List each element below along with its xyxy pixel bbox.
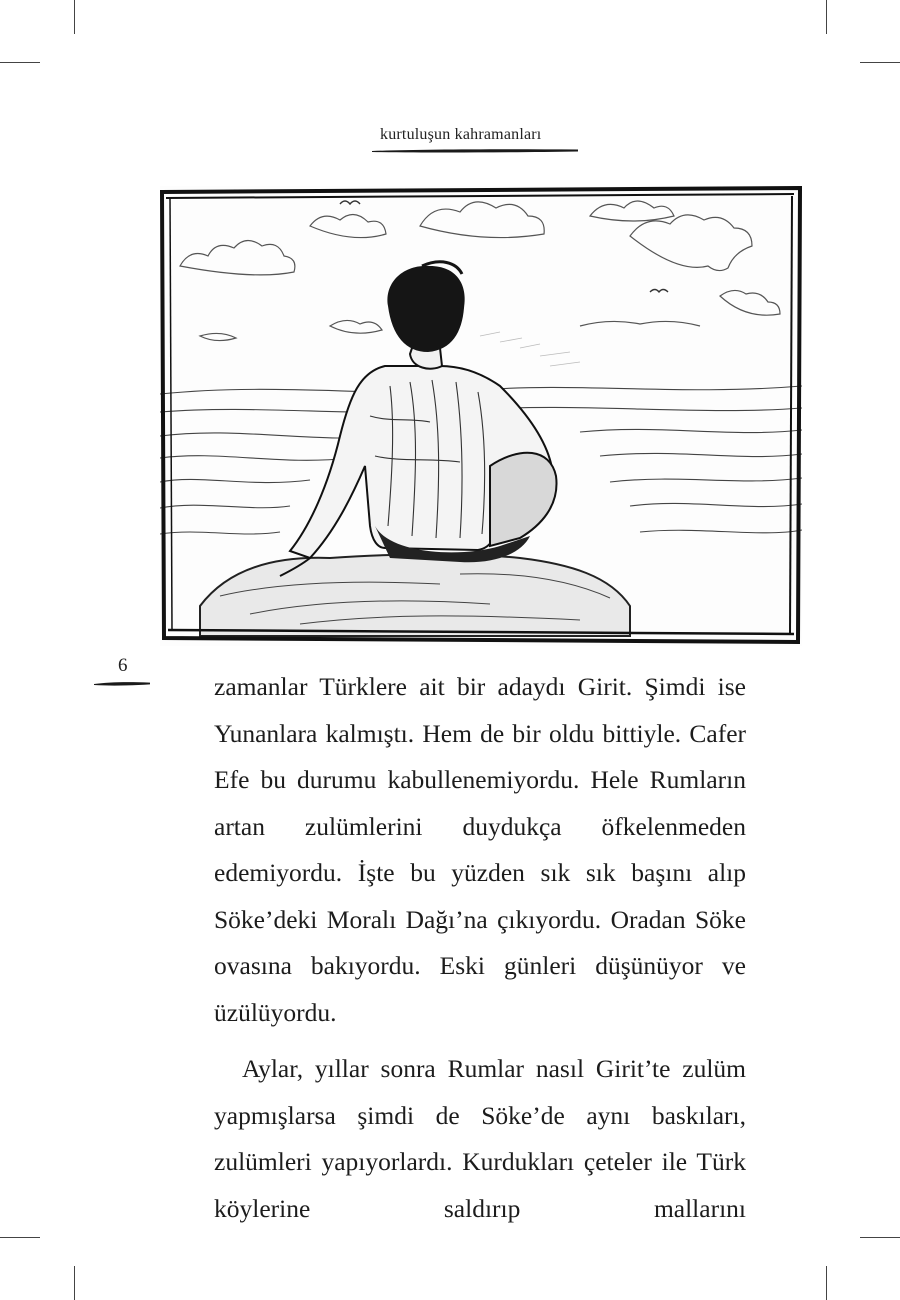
crop-mark [0,62,40,63]
running-head: kurtuluşun kahramanları [380,126,542,143]
brush-rule [94,679,150,689]
crop-mark [74,1266,75,1300]
illustration-man-on-rock [160,186,802,646]
page-number: 6 [118,655,128,676]
brush-rule [372,146,578,156]
body-text [214,664,746,1232]
crop-mark [0,1237,40,1238]
crop-mark [74,0,75,34]
paragraph: zamanlar Türklere ait bir adaydı Girit. Şimdi ise Yunanlara kalmıştı. Hem de bir oldu bittiyle. Cafer Efe bu durumu kabullenemiyordu. Hele Rumların artan zulümlerini duydukça öfkelenmeden edemiyordu. İşte bu yüzden sık sık başını alıp Söke’deki Moralı Dağı’na çıkıyordu. Oradan Söke ovasına bakıyordu. Eski günleri düşünüyor ve üzülüyordu. [214,672,746,1027]
paragraph: Aylar, yıllar sonra Rumlar nasıl Girit’te zulüm yapmışlarsa şimdi de Söke’de aynı baskıları, zulümleri yapıyorlardı. Kurdukları çeteler ile Türk köylerine saldırıp mallarını [214,1054,746,1223]
crop-mark [826,1266,827,1300]
crop-mark [860,62,900,63]
crop-mark [826,0,827,34]
crop-mark [860,1237,900,1238]
